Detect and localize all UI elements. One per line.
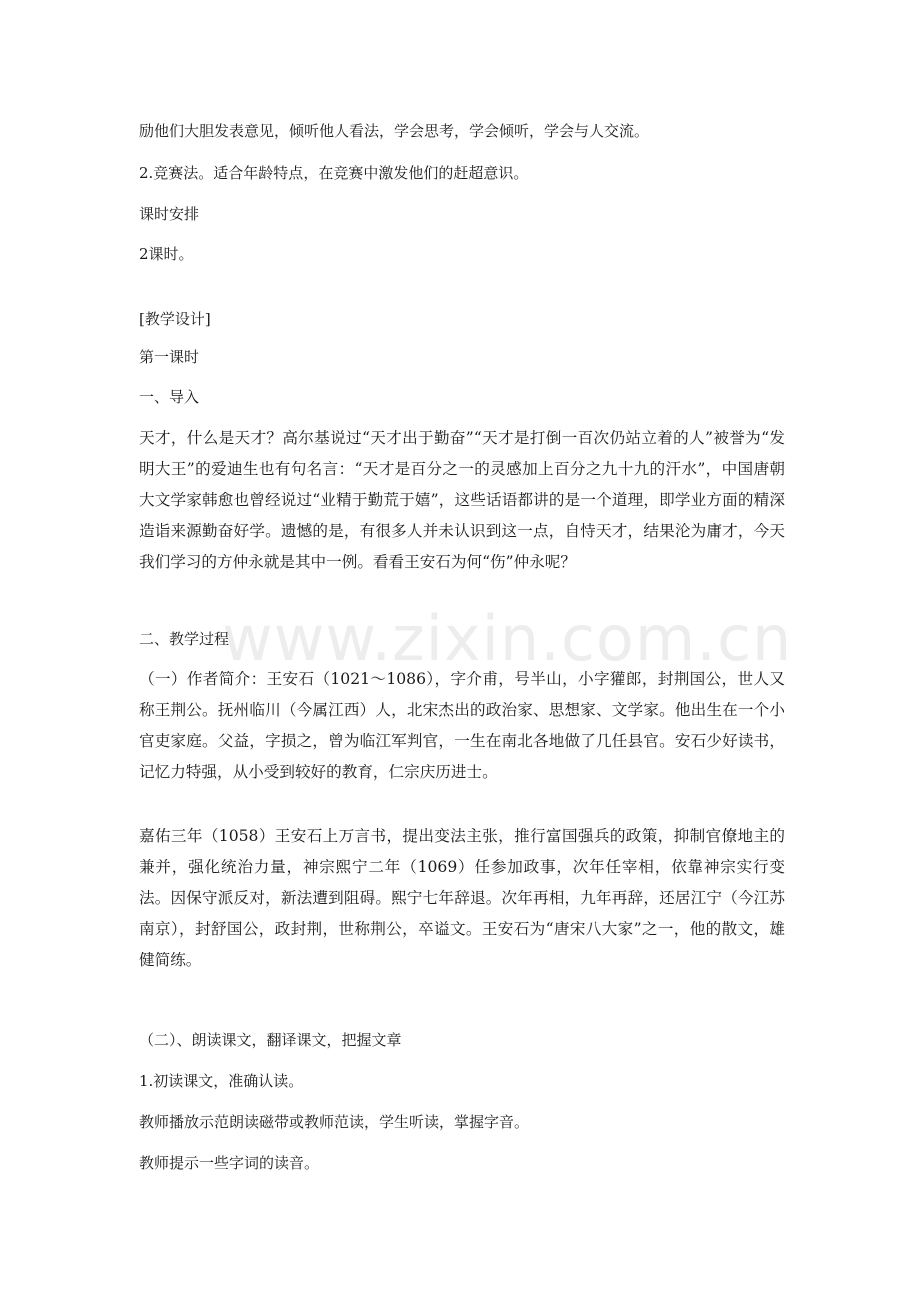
section-heading: 课时安排 — [139, 205, 200, 223]
paragraph: 嘉佑三年（1058）王安石上万言书，提出变法主张，推行富国强兵的政策，抑制官僚地主的兼并，强化统治力量，神宗熙宁二年（1069）任参加政事，次年任宰相，依靠神宗实行变法。因保守派反对，新法遭到阻碍。熙宁七年辞退。次年再相，九年再辞，还居江宁（今江苏南京），封舒国公，政封荆，世称荆公，卒谥文。王安石为“唐宋八大家”之一，他的散文，雄健简练。 — [139, 827, 785, 969]
text-line: 2课时。 — [139, 245, 194, 263]
paragraph: 天才，什么是天才？高尔基说过“天才出于勤奋”“天才是打倒一百次仍站立着的人”被誉为“发明大王”的爱迪生也有句名言：“天才是百分之一的灵感加上百分之九十九的汗水”，中国唐朝大文学家韩愈也曾经说过“业精于勤荒于嬉”，这些话语都讲的是一个道理，即学业方面的精深造诣来源勤奋好学。遗憾的是，有很多人并未认识到这一点，自恃天才，结果沦为庸才，今天我们学习的方仲永就是其中一例。看看王安石为何“伤”仲永呢？ — [139, 429, 785, 571]
section-heading: [教学设计] — [139, 310, 211, 328]
text-line: 1.初读课文，准确认读。 — [139, 1072, 304, 1090]
watermark: www.zixin.com.cn — [222, 602, 793, 675]
paragraph: （一）作者简介：王安石（1021～1086），字介甫，号半山，小字獾郎，封荆国公，世人又称王荆公。抚州临川（今属江西）人，北宋杰出的政治家、思想家、文学家。他出生在一个小官吏家庭。父益，字损之，曾为临江军判官，一生在南北各地做了几任县官。安石少好读书，记忆力特强，从小受到较好的教育，仁宗庆历进士。 — [139, 670, 785, 781]
text-line: 教师提示一些字词的读音。 — [139, 1154, 320, 1172]
section-heading: 二、教学过程 — [139, 630, 230, 648]
section-heading: （二）、朗读课文，翻译课文，把握文章 — [139, 1031, 402, 1049]
text-line: 励他们大胆发表意见，倾听他人看法，学会思考，学会倾听，学会与人交流。 — [139, 122, 650, 140]
section-heading: 第一课时 — [139, 348, 200, 366]
text-line: 教师播放示范朗读磁带或教师范读，学生听读，掌握字音。 — [139, 1113, 530, 1131]
text-line: 2.竞赛法。适合年龄特点，在竞赛中激发他们的赶超意识。 — [139, 164, 529, 182]
section-heading: 一、导入 — [139, 388, 200, 406]
